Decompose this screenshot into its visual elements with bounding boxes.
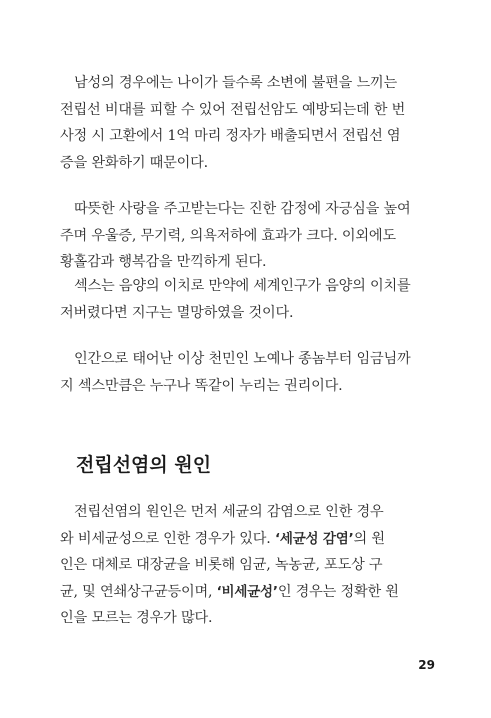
- text-line: 인을 모르는 경우가 많다.: [60, 610, 213, 626]
- paragraph-yin-yang: [60, 273, 442, 326]
- text-fragment: 와 비세균성으로 인한 경우가 있다.: [60, 530, 275, 547]
- emphasis-nonbacterial: ‘비세균성’: [216, 583, 278, 600]
- text-line: [46, 526, 442, 553]
- text-line: 남성의 경우에는 나이가 들수록 소변에 불편을 느끼는: [74, 75, 397, 91]
- paragraph-causes: [60, 499, 442, 632]
- text-line: 지 섹스만큼은 누구나 똑같이 누리는 권리이다.: [60, 377, 343, 394]
- paragraph-emotional-benefits: [60, 196, 442, 276]
- page-number: 29: [418, 658, 435, 672]
- text-line: 주며 우울증, 무기력, 의욕저하에 효과가 크다. 이외에도: [60, 227, 396, 244]
- section-heading: 전립선염의 원인: [76, 454, 212, 476]
- text-line: 전립선염의 원인은 먼저 세균의 감염으로 인한 경우: [74, 504, 384, 520]
- text-line: [46, 579, 442, 606]
- text-fragment: 균, 및 연쇄상구균등이며,: [60, 583, 217, 600]
- text-line: 따뜻한 사랑을 주고받는다는 진한 감정에 자긍심을 높여: [74, 201, 411, 217]
- text-line: 황홀감과 행복감을 만끽하게 된다.: [60, 254, 267, 270]
- text-fragment: 인 경우는 정확한 원: [277, 583, 399, 600]
- text-line: 증을 완화하기 때문이다.: [60, 154, 208, 171]
- text-line: 사정 시 고환에서 1억 마리 정자가 배출되면서 전립선 염: [60, 128, 401, 144]
- text-line: 저버렸다면 지구는 멸망하였을 것이다.: [60, 304, 294, 321]
- text-line: 인은 대체로 대장균을 비롯해 임균, 녹농균, 포도상 구: [60, 557, 383, 573]
- emphasis-bacterial: ‘세균성 감염’: [274, 530, 354, 547]
- paragraph-rights: [60, 346, 442, 399]
- paragraph-benefits-male: [60, 70, 442, 176]
- text-line: 인간으로 태어난 이상 천민인 노예나 종놈부터 임금님까: [74, 351, 411, 367]
- text-fragment: 의 원: [353, 530, 385, 547]
- text-line: 전립선 비대를 피할 수 있어 전립선암도 예방되는데 한 번: [60, 101, 406, 118]
- text-line: 섹스는 음양의 이치로 만약에 세계인구가 음양의 이치를: [74, 278, 411, 294]
